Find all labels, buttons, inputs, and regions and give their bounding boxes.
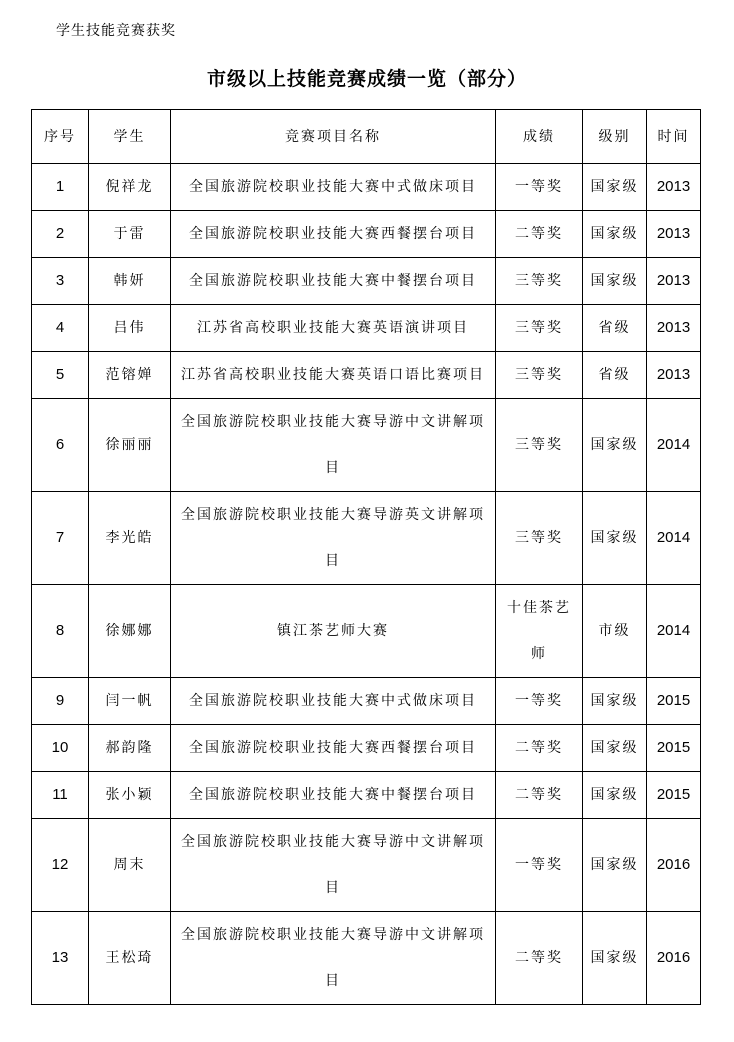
- column-header: 学生: [89, 110, 171, 164]
- level: 国家级: [583, 211, 647, 258]
- result: 二等奖: [496, 211, 583, 258]
- competition-name: 全国旅游院校职业技能大赛中餐摆台项目: [171, 258, 496, 305]
- level: 国家级: [583, 164, 647, 211]
- row-number: 12: [32, 819, 89, 912]
- table-row: [32, 258, 701, 305]
- year: 2013: [647, 305, 701, 352]
- row-number: 11: [32, 772, 89, 819]
- row-number: 9: [32, 678, 89, 725]
- year: 2013: [647, 352, 701, 399]
- column-header: 成绩: [496, 110, 583, 164]
- row-number: 3: [32, 258, 89, 305]
- row-number: 8: [32, 585, 89, 678]
- table-row: [32, 912, 701, 1005]
- year: 2015: [647, 772, 701, 819]
- competition-name: 镇江茶艺师大赛: [171, 585, 496, 678]
- competition-name: 全国旅游院校职业技能大赛西餐摆台项目: [171, 725, 496, 772]
- level: 国家级: [583, 819, 647, 912]
- result: 一等奖: [496, 678, 583, 725]
- table-header-row: [32, 110, 701, 164]
- table-row: [32, 492, 701, 585]
- row-number: 13: [32, 912, 89, 1005]
- competition-name: 江苏省高校职业技能大赛英语口语比赛项目: [171, 352, 496, 399]
- year: 2016: [647, 912, 701, 1005]
- year: 2013: [647, 211, 701, 258]
- table-row: [32, 678, 701, 725]
- result: 三等奖: [496, 492, 583, 585]
- result: 三等奖: [496, 305, 583, 352]
- year: 2016: [647, 819, 701, 912]
- row-number: 2: [32, 211, 89, 258]
- student-name: 张小颖: [89, 772, 171, 819]
- year: 2014: [647, 585, 701, 678]
- competition-name: 全国旅游院校职业技能大赛导游中文讲解项目: [171, 399, 496, 492]
- student-name: 于雷: [89, 211, 171, 258]
- competition-name: 江苏省高校职业技能大赛英语演讲项目: [171, 305, 496, 352]
- result: 一等奖: [496, 819, 583, 912]
- level: 国家级: [583, 912, 647, 1005]
- table-row: [32, 305, 701, 352]
- student-name: 倪祥龙: [89, 164, 171, 211]
- level: 省级: [583, 305, 647, 352]
- student-name: 吕伟: [89, 305, 171, 352]
- competition-name: 全国旅游院校职业技能大赛中餐摆台项目: [171, 772, 496, 819]
- year: 2015: [647, 678, 701, 725]
- column-header: 级别: [583, 110, 647, 164]
- table-row: [32, 211, 701, 258]
- row-number: 5: [32, 352, 89, 399]
- row-number: 7: [32, 492, 89, 585]
- row-number: 1: [32, 164, 89, 211]
- competition-name: 全国旅游院校职业技能大赛导游英文讲解项目: [171, 492, 496, 585]
- result: 十佳茶艺师: [496, 585, 583, 678]
- year: 2013: [647, 164, 701, 211]
- student-name: 周末: [89, 819, 171, 912]
- year: 2013: [647, 258, 701, 305]
- year: 2014: [647, 399, 701, 492]
- result: 三等奖: [496, 258, 583, 305]
- table-row: [32, 352, 701, 399]
- table-row: [32, 725, 701, 772]
- table-row: [32, 585, 701, 678]
- competition-name: 全国旅游院校职业技能大赛导游中文讲解项目: [171, 819, 496, 912]
- table-row: [32, 772, 701, 819]
- column-header: 序号: [32, 110, 89, 164]
- result: 二等奖: [496, 912, 583, 1005]
- page-title: 市级以上技能竞赛成绩一览（部分）: [206, 68, 527, 90]
- level: 市级: [583, 585, 647, 678]
- student-name: 王松琦: [89, 912, 171, 1005]
- competition-name: 全国旅游院校职业技能大赛中式做床项目: [171, 678, 496, 725]
- level: 省级: [583, 352, 647, 399]
- level: 国家级: [583, 772, 647, 819]
- competition-name: 全国旅游院校职业技能大赛导游中文讲解项目: [171, 912, 496, 1005]
- student-name: 韩妍: [89, 258, 171, 305]
- student-name: 郝韵隆: [89, 725, 171, 772]
- result: 一等奖: [496, 164, 583, 211]
- student-name: 徐娜娜: [89, 585, 171, 678]
- result: 二等奖: [496, 772, 583, 819]
- section-label: 学生技能竞赛获奖: [56, 23, 176, 39]
- column-header: 竞赛项目名称: [171, 110, 496, 164]
- table-row: [32, 819, 701, 912]
- result: 三等奖: [496, 352, 583, 399]
- level: 国家级: [583, 399, 647, 492]
- level: 国家级: [583, 492, 647, 585]
- awards-table: [31, 109, 701, 1005]
- year: 2014: [647, 492, 701, 585]
- table-row: [32, 164, 701, 211]
- level: 国家级: [583, 725, 647, 772]
- row-number: 6: [32, 399, 89, 492]
- year: 2015: [647, 725, 701, 772]
- student-name: 徐丽丽: [89, 399, 171, 492]
- table-row: [32, 399, 701, 492]
- row-number: 4: [32, 305, 89, 352]
- student-name: 李光皓: [89, 492, 171, 585]
- student-name: 范镕婵: [89, 352, 171, 399]
- level: 国家级: [583, 258, 647, 305]
- competition-name: 全国旅游院校职业技能大赛中式做床项目: [171, 164, 496, 211]
- student-name: 闫一帆: [89, 678, 171, 725]
- competition-name: 全国旅游院校职业技能大赛西餐摆台项目: [171, 211, 496, 258]
- result: 二等奖: [496, 725, 583, 772]
- column-header: 时间: [647, 110, 701, 164]
- level: 国家级: [583, 678, 647, 725]
- row-number: 10: [32, 725, 89, 772]
- result: 三等奖: [496, 399, 583, 492]
